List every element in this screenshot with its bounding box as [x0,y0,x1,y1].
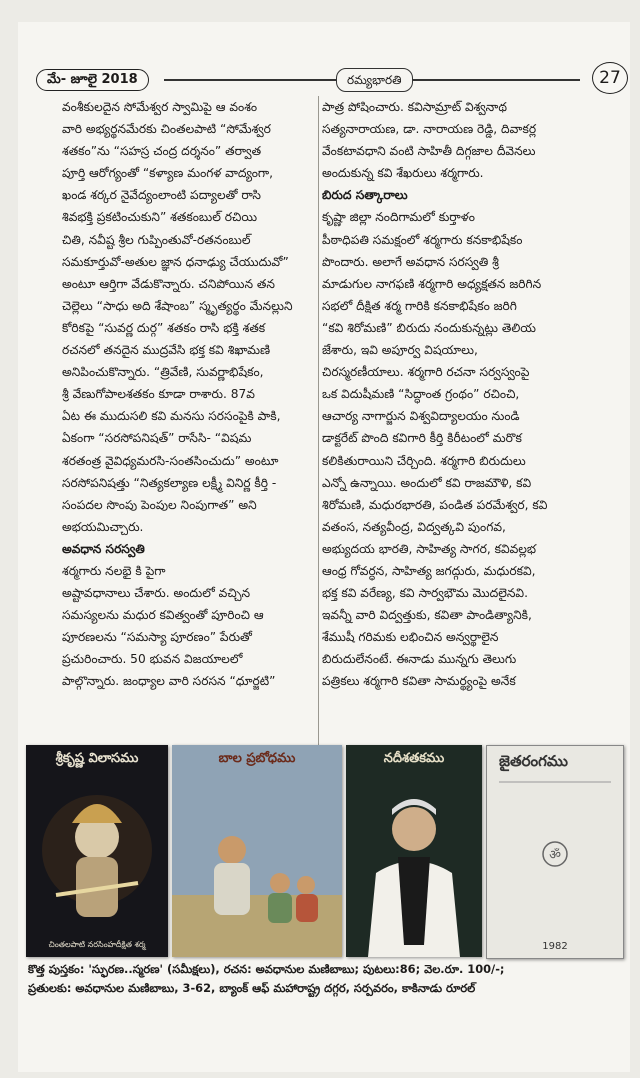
text-line: ఎన్నో ఉన్నాయి. అందులో కవి రాజమౌళి, కవి [322,475,532,490]
book-cover-sri-krishna-vilasamu [26,745,168,957]
text-line: అంటూ ఆర్తిగా వేడుకొన్నారు. చనిపోయిన తన [62,276,275,291]
page-number: 27 [592,62,628,94]
text-line: సంపదల సొంపు పెంపుల నింపుగాత” అని [62,497,257,512]
book-cover-bala-prabodhamu [172,745,342,957]
magazine-name: రమ్యభారతి [336,68,413,92]
book-cover-jaitarangamu [486,745,624,959]
text-line: వేంకటావధాని వంటి సాహితీ దిగ్గజాల దీవెనలు [322,144,536,159]
new-book-caption [28,960,624,998]
section-heading: అవధాన సరస్వతి [62,541,145,556]
text-line: అభ్యుదయ భారతి, సాహిత్య సాగర, కవివల్లభ [322,541,537,556]
text-line: అష్టావధానాలు చేశారు. అందులో వచ్చిన [62,586,251,601]
text-line: ఆంధ్ర గోవర్ధన, సాహిత్య జగద్గురు, మధురకవి, [322,563,536,578]
book-cover-title: శ్రీకృష్ణ విలాసము [55,751,139,766]
text-line: పత్రికలు శర్మగారి కవితా సామర్థ్యంపై అనేక [322,674,516,689]
text-line: శర్మగారు నలభై కి పైగా [62,563,166,578]
book-cover-author: చింతలపాటి నరసింహదీక్షిత శర్మ [48,940,146,949]
text-line: చితి, నవీష్ట శ్రీల గుప్పింతువో-రతనంబుల్ [62,232,251,247]
text-line: సమకూర్తువో-అతుల జ్ఞాన ధనాఢ్యు చేయుదువో” [62,254,289,269]
text-line: జేశారు, ఇవి అపూర్వ విషయాలు, [322,343,478,358]
text-line: శిరోమణి, మధురభారతి, పండిత పరమేశ్వర, కవి [322,497,548,512]
text-line: ఇవన్నీ వారి విద్వత్తుకు, కవితా పాండిత్యానికి, [322,608,532,623]
text-line: అనిపించుకొన్నారు. “త్రివేణి, సువర్ణాభిషేకం, [62,365,264,380]
krishna-portrait-icon [26,745,168,957]
book-cover-nadeeshatakamu [346,745,482,957]
svg-text:ॐ: ॐ [549,848,561,863]
text-line: భక్త కవి వరేణ్య, కవి సార్వభౌమ మొదలైనవి. [322,586,528,601]
text-line: ఒక విదుషీమణి “సిద్ధాంత గ్రంథం” రచించి, [322,387,520,402]
text-line: పూరణలను “సమస్యా పూరణం” పేరుతో [62,630,252,645]
caption-line: ప్రతులకు: అవధానుల మణిబాబు, 3-62, బ్యాంక్ ఆఫ్ మహారాష్ట్ర దగ్గర, సర్పవరం, కాకినాడు రూరల్ [28,981,476,995]
text-line: కృష్ణా జిల్లా నందిగామలో కుర్తాళం [322,210,475,225]
text-line: “కవి శిరోమణి” బిరుదు నందుకున్నట్లు తెలియ [322,320,536,335]
text-line: పీఠాధిపతి సమక్షంలో శర్మగారు కనకాభిషేకం [322,232,523,247]
book-covers-strip [26,745,622,957]
text-line: రచనలో తనదైన ముద్రవేసి భక్త కవి శిఖామణి [62,343,271,358]
text-line: సమస్యలను మధుర కవిత్వంతో పూరించి ఆ [62,608,264,623]
issue-date: మే- జూలై 2018 [36,69,149,91]
text-line: శేముషీ గరిమకు లభించిన అన్వర్థాలైన [322,630,499,645]
text-line: చెల్లెలు “సాధు అది శేషాంబ” స్మృత్యర్థం మేనల్లుని [62,298,293,313]
text-line: సరసోపనిషత్తు “నిత్యకల్యాణ లక్ష్మీ వినిర్ణ కీర్తి - [62,475,277,490]
text-line: వతంస, నత్యవీంద్ర, విద్వత్కవి పుంగవ, [322,519,506,534]
text-line: చిరస్మరణీయాలు. శర్మగారి రచనా సర్వస్వంపై [322,365,530,380]
text-line: ఏకంగా “సరసోపనిషత్” రాసేసి- “విషమ [62,431,252,446]
text-line: వారి అభ్యర్థనమేరకు చింతలపాటి “సోమేశ్వర [62,122,271,137]
text-line: ఏట ఈ ముదుసలి కవి మనసు సరసంపైకి పాకి, [62,409,281,424]
text-line: శతకం”ను “సహస్ర చంద్ర దర్శనం” తర్వాత [62,144,262,159]
text-line: శరతంత్ర వైవిధ్యమరసి-సంతసించుదు” అంటూ [62,453,279,468]
book-cover-title: జైతరంగము [499,752,568,770]
guru-teaching-children-icon [172,745,342,957]
book-cover-title: బాల ప్రబోధము [218,751,296,766]
text-line: కలికితురాయిని చేర్చింది. శర్మగారి బిరుదులు [322,453,526,468]
text-line: అందుకున్న కవి శేఖరులు శర్మగారు. [322,166,484,181]
text-line: మాడుగుల నాగఫణి శర్మగారి అధ్యక్షతన జరిగిన [322,276,542,291]
text-line: పాత్ర పోషించారు. కవిసామ్రాట్ విశ్వనాథ [322,100,507,114]
text-line: ఖండ శర్కర నైవేద్యంలాంటి పద్యాలతో రాసి [62,188,261,203]
book-cover-title: నదీశతకము [383,751,445,766]
book-cover-year: 1982 [542,941,568,952]
text-line: ప్రచురించారు. 50 భువన విజయాలలో [62,652,243,667]
text-line: సభలో దీక్షిత శర్మ గారికి కనకాభిషేకం జరిగి [322,298,517,313]
text-line: వంశీకులదైన సోమేశ్వర స్వామిపై ఆ వంశం [62,100,258,114]
left-column [62,96,315,693]
text-line: శ్రీ వేణుగోపాలశతకం కూడా రాశారు. 87వ [62,387,255,402]
om-symbol-icon [487,746,623,958]
text-line: బిరుదులేనంటే. ఈనాడు మున్నగు తెలుగు [322,652,517,667]
right-column [322,96,616,693]
text-line: సత్యనారాయణ, డా. నారాయణ రెడ్డి, దివాకర్ల [322,122,537,137]
text-line: శివభక్తి ప్రకటించుకుని” శతకంబుల్ రచియి [62,210,257,225]
caption-line: కొత్త పుస్తకం: 'స్ఫురణ..స్మరణ' (సమీక్షలు), రచన: అవధానుల మణిబాబు; పుటలు:86; వెల.రూ. 100/-; [28,962,505,976]
text-line: ఆచార్య నాగార్జున విశ్వవిద్యాలయం నుండి [322,409,520,424]
text-line: పూర్తి ఆరోగ్యంతో “కళ్యాణ మంగళ వాద్యంగా, [62,166,274,181]
text-line: పొందారు. అలాగే అవధాన సరస్వతి శ్రీ [322,254,499,269]
text-line: డాక్టరేట్ పొంది కవిగారి కీర్తి కిరీటంలో మరొక [322,431,522,446]
section-heading: బిరుద సత్కారాలు [322,188,408,203]
column-divider [318,96,319,746]
text-line: అభయమిచ్చారు. [62,519,144,534]
page-header [36,68,628,92]
text-line: పాల్గొన్నారు. జంధ్యాల వారి సరసన “ధూర్జటి” [62,674,276,689]
text-line: కోరికపై “సువర్ణ దుర్గ” శతకం రాసి భక్తి శతక [62,320,266,335]
poet-portrait-icon [346,745,482,957]
